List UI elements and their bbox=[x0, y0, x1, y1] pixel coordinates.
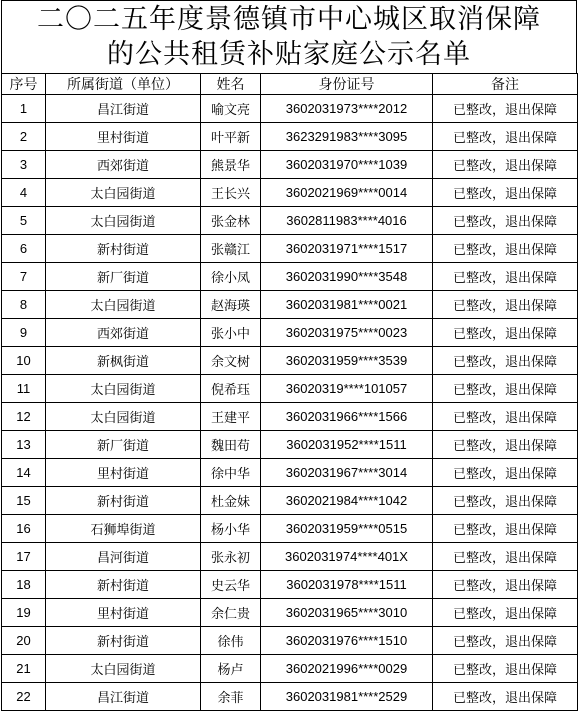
table-row bbox=[2, 319, 578, 347]
cell-id-number: 3602021984****1042 bbox=[261, 487, 433, 515]
table-row bbox=[2, 291, 578, 319]
cell-id-number: 36020319****101057 bbox=[261, 375, 433, 403]
table-row bbox=[2, 571, 578, 599]
cell-name: 叶平新 bbox=[201, 123, 261, 151]
table-row bbox=[2, 95, 578, 123]
cell-street: 新枫街道 bbox=[46, 347, 201, 375]
cell-name: 张金林 bbox=[201, 207, 261, 235]
table-row bbox=[2, 515, 578, 543]
cell-index: 13 bbox=[2, 431, 46, 459]
cell-index: 11 bbox=[2, 375, 46, 403]
cell-index: 18 bbox=[2, 571, 46, 599]
cell-name: 喻文亮 bbox=[201, 95, 261, 123]
cell-name: 史云华 bbox=[201, 571, 261, 599]
cell-index: 6 bbox=[2, 235, 46, 263]
cell-street: 新厂街道 bbox=[46, 263, 201, 291]
table-row bbox=[2, 123, 578, 151]
cell-id-number: 3602031966****1566 bbox=[261, 403, 433, 431]
cell-name: 余仁贵 bbox=[201, 599, 261, 627]
cell-note: 已整改，退出保障 bbox=[433, 375, 578, 403]
table-row bbox=[2, 431, 578, 459]
cell-name: 余菲 bbox=[201, 683, 261, 711]
title-line-1: 二〇二五年度景德镇市中心城区取消保障 bbox=[37, 4, 541, 35]
cell-name: 倪希珏 bbox=[201, 375, 261, 403]
cell-id-number: 3602031965****3010 bbox=[261, 599, 433, 627]
cell-id-number: 3602031959****3539 bbox=[261, 347, 433, 375]
header-name: 姓名 bbox=[201, 74, 261, 95]
cell-id-number: 3602021996****0029 bbox=[261, 655, 433, 683]
cell-note: 已整改，退出保障 bbox=[433, 291, 578, 319]
cell-street: 昌江街道 bbox=[46, 683, 201, 711]
cell-street: 石狮埠街道 bbox=[46, 515, 201, 543]
cell-note: 已整改，退出保障 bbox=[433, 179, 578, 207]
cell-street: 太白园街道 bbox=[46, 655, 201, 683]
header-index: 序号 bbox=[2, 74, 46, 95]
document-title bbox=[1, 0, 577, 73]
cell-index: 2 bbox=[2, 123, 46, 151]
cell-note: 已整改，退出保障 bbox=[433, 123, 578, 151]
cell-index: 22 bbox=[2, 683, 46, 711]
cell-note: 已整改，退出保障 bbox=[433, 655, 578, 683]
cell-note: 已整改，退出保障 bbox=[433, 235, 578, 263]
table-row bbox=[2, 543, 578, 571]
cell-name: 熊景华 bbox=[201, 151, 261, 179]
cell-index: 17 bbox=[2, 543, 46, 571]
cell-id-number: 3602021969****0014 bbox=[261, 179, 433, 207]
cell-index: 14 bbox=[2, 459, 46, 487]
cell-index: 4 bbox=[2, 179, 46, 207]
cell-id-number: 3602031976****1510 bbox=[261, 627, 433, 655]
cell-street: 昌河街道 bbox=[46, 543, 201, 571]
cell-note: 已整改，退出保障 bbox=[433, 543, 578, 571]
table-row bbox=[2, 683, 578, 711]
cell-street: 昌江街道 bbox=[46, 95, 201, 123]
table-row bbox=[2, 151, 578, 179]
cell-name: 杨卢 bbox=[201, 655, 261, 683]
cell-id-number: 3602031952****1511 bbox=[261, 431, 433, 459]
cell-index: 21 bbox=[2, 655, 46, 683]
cell-street: 新村街道 bbox=[46, 487, 201, 515]
cell-street: 新村街道 bbox=[46, 571, 201, 599]
cell-name: 徐中华 bbox=[201, 459, 261, 487]
cell-street: 新厂街道 bbox=[46, 431, 201, 459]
cell-name: 王长兴 bbox=[201, 179, 261, 207]
cell-index: 20 bbox=[2, 627, 46, 655]
cell-index: 5 bbox=[2, 207, 46, 235]
cell-index: 8 bbox=[2, 291, 46, 319]
cell-index: 16 bbox=[2, 515, 46, 543]
cell-note: 已整改，退出保障 bbox=[433, 347, 578, 375]
cell-note: 已整改，退出保障 bbox=[433, 263, 578, 291]
cell-id-number: 3602031970****1039 bbox=[261, 151, 433, 179]
cell-id-number: 3602031971****1517 bbox=[261, 235, 433, 263]
cell-note: 已整改，退出保障 bbox=[433, 487, 578, 515]
cell-street: 太白园街道 bbox=[46, 375, 201, 403]
table-row bbox=[2, 599, 578, 627]
table-row bbox=[2, 235, 578, 263]
cell-street: 新村街道 bbox=[46, 235, 201, 263]
cell-id-number: 3602031974****401X bbox=[261, 543, 433, 571]
table-row bbox=[2, 655, 578, 683]
cell-id-number: 3623291983****3095 bbox=[261, 123, 433, 151]
cell-name: 杜金妹 bbox=[201, 487, 261, 515]
table-row bbox=[2, 459, 578, 487]
cell-index: 12 bbox=[2, 403, 46, 431]
cell-note: 已整改，退出保障 bbox=[433, 431, 578, 459]
table-row bbox=[2, 179, 578, 207]
cell-name: 徐小凤 bbox=[201, 263, 261, 291]
table-header-row bbox=[2, 74, 578, 95]
cell-name: 张永初 bbox=[201, 543, 261, 571]
cell-index: 7 bbox=[2, 263, 46, 291]
cell-street: 里村街道 bbox=[46, 459, 201, 487]
cell-index: 19 bbox=[2, 599, 46, 627]
cell-name: 余文树 bbox=[201, 347, 261, 375]
cell-note: 已整改，退出保障 bbox=[433, 627, 578, 655]
cell-note: 已整改，退出保障 bbox=[433, 683, 578, 711]
cell-note: 已整改，退出保障 bbox=[433, 599, 578, 627]
table-row bbox=[2, 487, 578, 515]
cell-index: 10 bbox=[2, 347, 46, 375]
cell-index: 15 bbox=[2, 487, 46, 515]
cell-name: 张小中 bbox=[201, 319, 261, 347]
cell-id-number: 3602031978****1511 bbox=[261, 571, 433, 599]
cell-note: 已整改，退出保障 bbox=[433, 515, 578, 543]
cell-index: 3 bbox=[2, 151, 46, 179]
cell-note: 已整改，退出保障 bbox=[433, 151, 578, 179]
cell-street: 太白园街道 bbox=[46, 207, 201, 235]
cell-id-number: 3602031973****2012 bbox=[261, 95, 433, 123]
header-street: 所属街道（单位） bbox=[46, 74, 201, 95]
table-row bbox=[2, 627, 578, 655]
header-id-number: 身份证号 bbox=[261, 74, 433, 95]
cell-note: 已整改，退出保障 bbox=[433, 459, 578, 487]
cell-street: 里村街道 bbox=[46, 599, 201, 627]
cell-note: 已整改，退出保障 bbox=[433, 571, 578, 599]
cell-name: 张赣江 bbox=[201, 235, 261, 263]
cell-name: 魏田苟 bbox=[201, 431, 261, 459]
table-row bbox=[2, 347, 578, 375]
cell-id-number: 3602031959****0515 bbox=[261, 515, 433, 543]
cell-street: 西郊街道 bbox=[46, 319, 201, 347]
cell-street: 太白园街道 bbox=[46, 291, 201, 319]
cell-id-number: 3602031967****3014 bbox=[261, 459, 433, 487]
cell-note: 已整改，退出保障 bbox=[433, 207, 578, 235]
table-row bbox=[2, 403, 578, 431]
cell-id-number: 3602811983****4016 bbox=[261, 207, 433, 235]
cell-note: 已整改，退出保障 bbox=[433, 319, 578, 347]
cell-id-number: 3602031981****0021 bbox=[261, 291, 433, 319]
table-body bbox=[2, 95, 578, 711]
cell-street: 里村街道 bbox=[46, 123, 201, 151]
cell-id-number: 3602031990****3548 bbox=[261, 263, 433, 291]
table-row bbox=[2, 375, 578, 403]
cell-name: 王建平 bbox=[201, 403, 261, 431]
cell-name: 徐伟 bbox=[201, 627, 261, 655]
cell-note: 已整改，退出保障 bbox=[433, 403, 578, 431]
cell-street: 太白园街道 bbox=[46, 179, 201, 207]
cell-id-number: 3602031975****0023 bbox=[261, 319, 433, 347]
cell-note: 已整改，退出保障 bbox=[433, 95, 578, 123]
cell-street: 西郊街道 bbox=[46, 151, 201, 179]
cell-street: 太白园街道 bbox=[46, 403, 201, 431]
header-note: 备注 bbox=[433, 74, 578, 95]
cell-name: 杨小华 bbox=[201, 515, 261, 543]
table-row bbox=[2, 207, 578, 235]
cell-name: 赵海瑛 bbox=[201, 291, 261, 319]
cell-index: 1 bbox=[2, 95, 46, 123]
title-line-2: 的公共租赁补贴家庭公示名单 bbox=[107, 39, 471, 70]
subsidy-cancellation-table bbox=[1, 73, 578, 711]
table-row bbox=[2, 263, 578, 291]
cell-id-number: 3602031981****2529 bbox=[261, 683, 433, 711]
cell-street: 新村街道 bbox=[46, 627, 201, 655]
cell-index: 9 bbox=[2, 319, 46, 347]
